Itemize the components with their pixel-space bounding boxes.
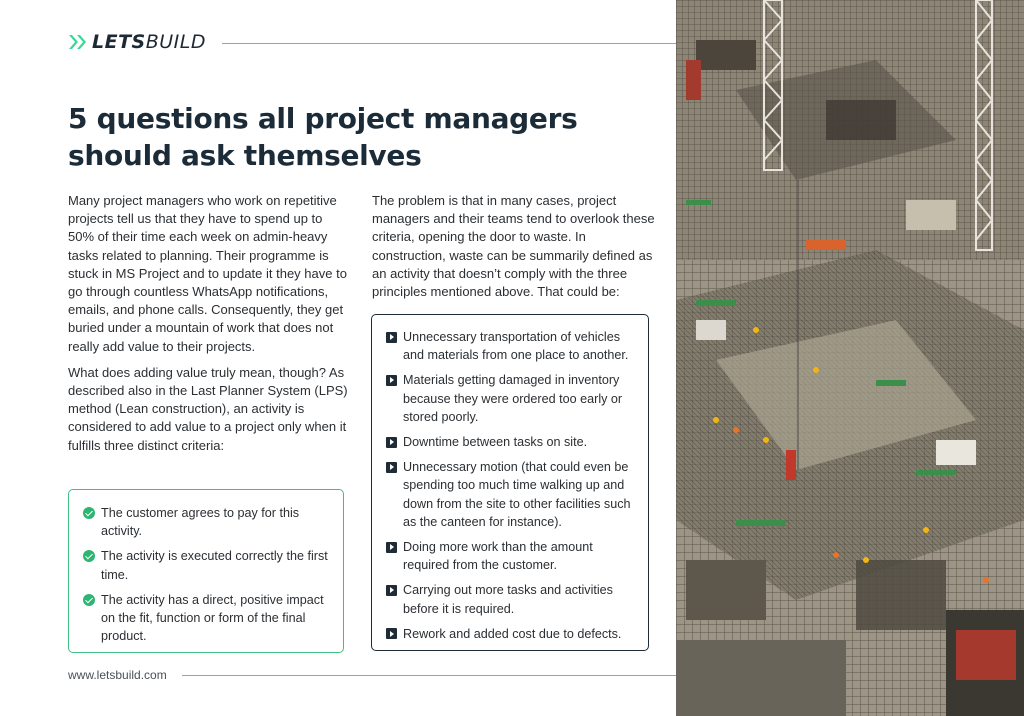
waste-item: Rework and added cost due to defects. [386,625,636,643]
right-column [372,192,657,309]
waste-item: Unnecessary transportation of vehicles and materials from one place to another. [386,328,636,364]
criteria-item: The customer agrees to pay for this activity. [83,504,329,540]
logo-wordmark: LETSBUILD [92,31,206,53]
criteria-item: The activity is executed correctly the first time. [83,547,329,583]
header-divider [222,43,676,44]
waste-item: Unnecessary motion (that could even be spending too much time walking up and down from the site to other facilities such as the canteen for instance). [386,458,636,531]
footer-url[interactable]: www.letsbuild.com [68,668,167,682]
play-bullet-icon [386,332,397,343]
double-chevron-icon [68,32,88,52]
left-column [68,192,348,463]
criteria-item: The activity has a direct, positive impact on the fit, function or form of the final product. [83,591,329,646]
intro-paragraph: Many project managers who work on repetitive projects tell us that they have to spend up to 50% of their time each week on admin-heavy tasks related to planning. Their programme is stuck in MS Project and to update it they have to go through countless WhatsApp notifications, emails, and phone calls. Consequently, they get buried under a mountain of work that does not really add value to their projects. [68,193,347,354]
waste-item: Materials getting damaged in inventory because they were ordered too early or stored poorly. [386,371,636,426]
waste-item: Doing more work than the amount required from the customer. [386,538,636,574]
waste-paragraph: The problem is that in many cases, project managers and their teams tend to overlook these criteria, opening the door to waste. In construction, waste can be summarily defined as an activity that doesn’t comply with the three principles mentioned above. That could be: [372,193,655,300]
play-bullet-icon [386,628,397,639]
check-circle-icon [83,550,95,562]
value-paragraph: What does adding value truly mean, though? As described also in the Last Planner System (LPS) method (Lean construction), an activity is considered to add value to a project only when it fulfills three distinct criteria: [68,364,348,453]
waste-list-box [371,314,649,651]
criteria-box [68,489,344,653]
check-circle-icon [83,507,95,519]
construction-site-photo [676,0,1024,716]
play-bullet-icon [386,542,397,553]
play-bullet-icon [386,437,397,448]
footer-divider [182,675,676,676]
waste-item: Downtime between tasks on site. [386,433,636,451]
page-title: 5 questions all project managers should ask themselves [68,102,578,172]
play-bullet-icon [386,462,397,473]
waste-item: Carrying out more tasks and activities before it is required. [386,581,636,617]
play-bullet-icon [386,585,397,596]
check-circle-icon [83,594,95,606]
construction-site-illustration [676,0,1024,716]
play-bullet-icon [386,375,397,386]
letsbuild-logo [68,31,206,53]
